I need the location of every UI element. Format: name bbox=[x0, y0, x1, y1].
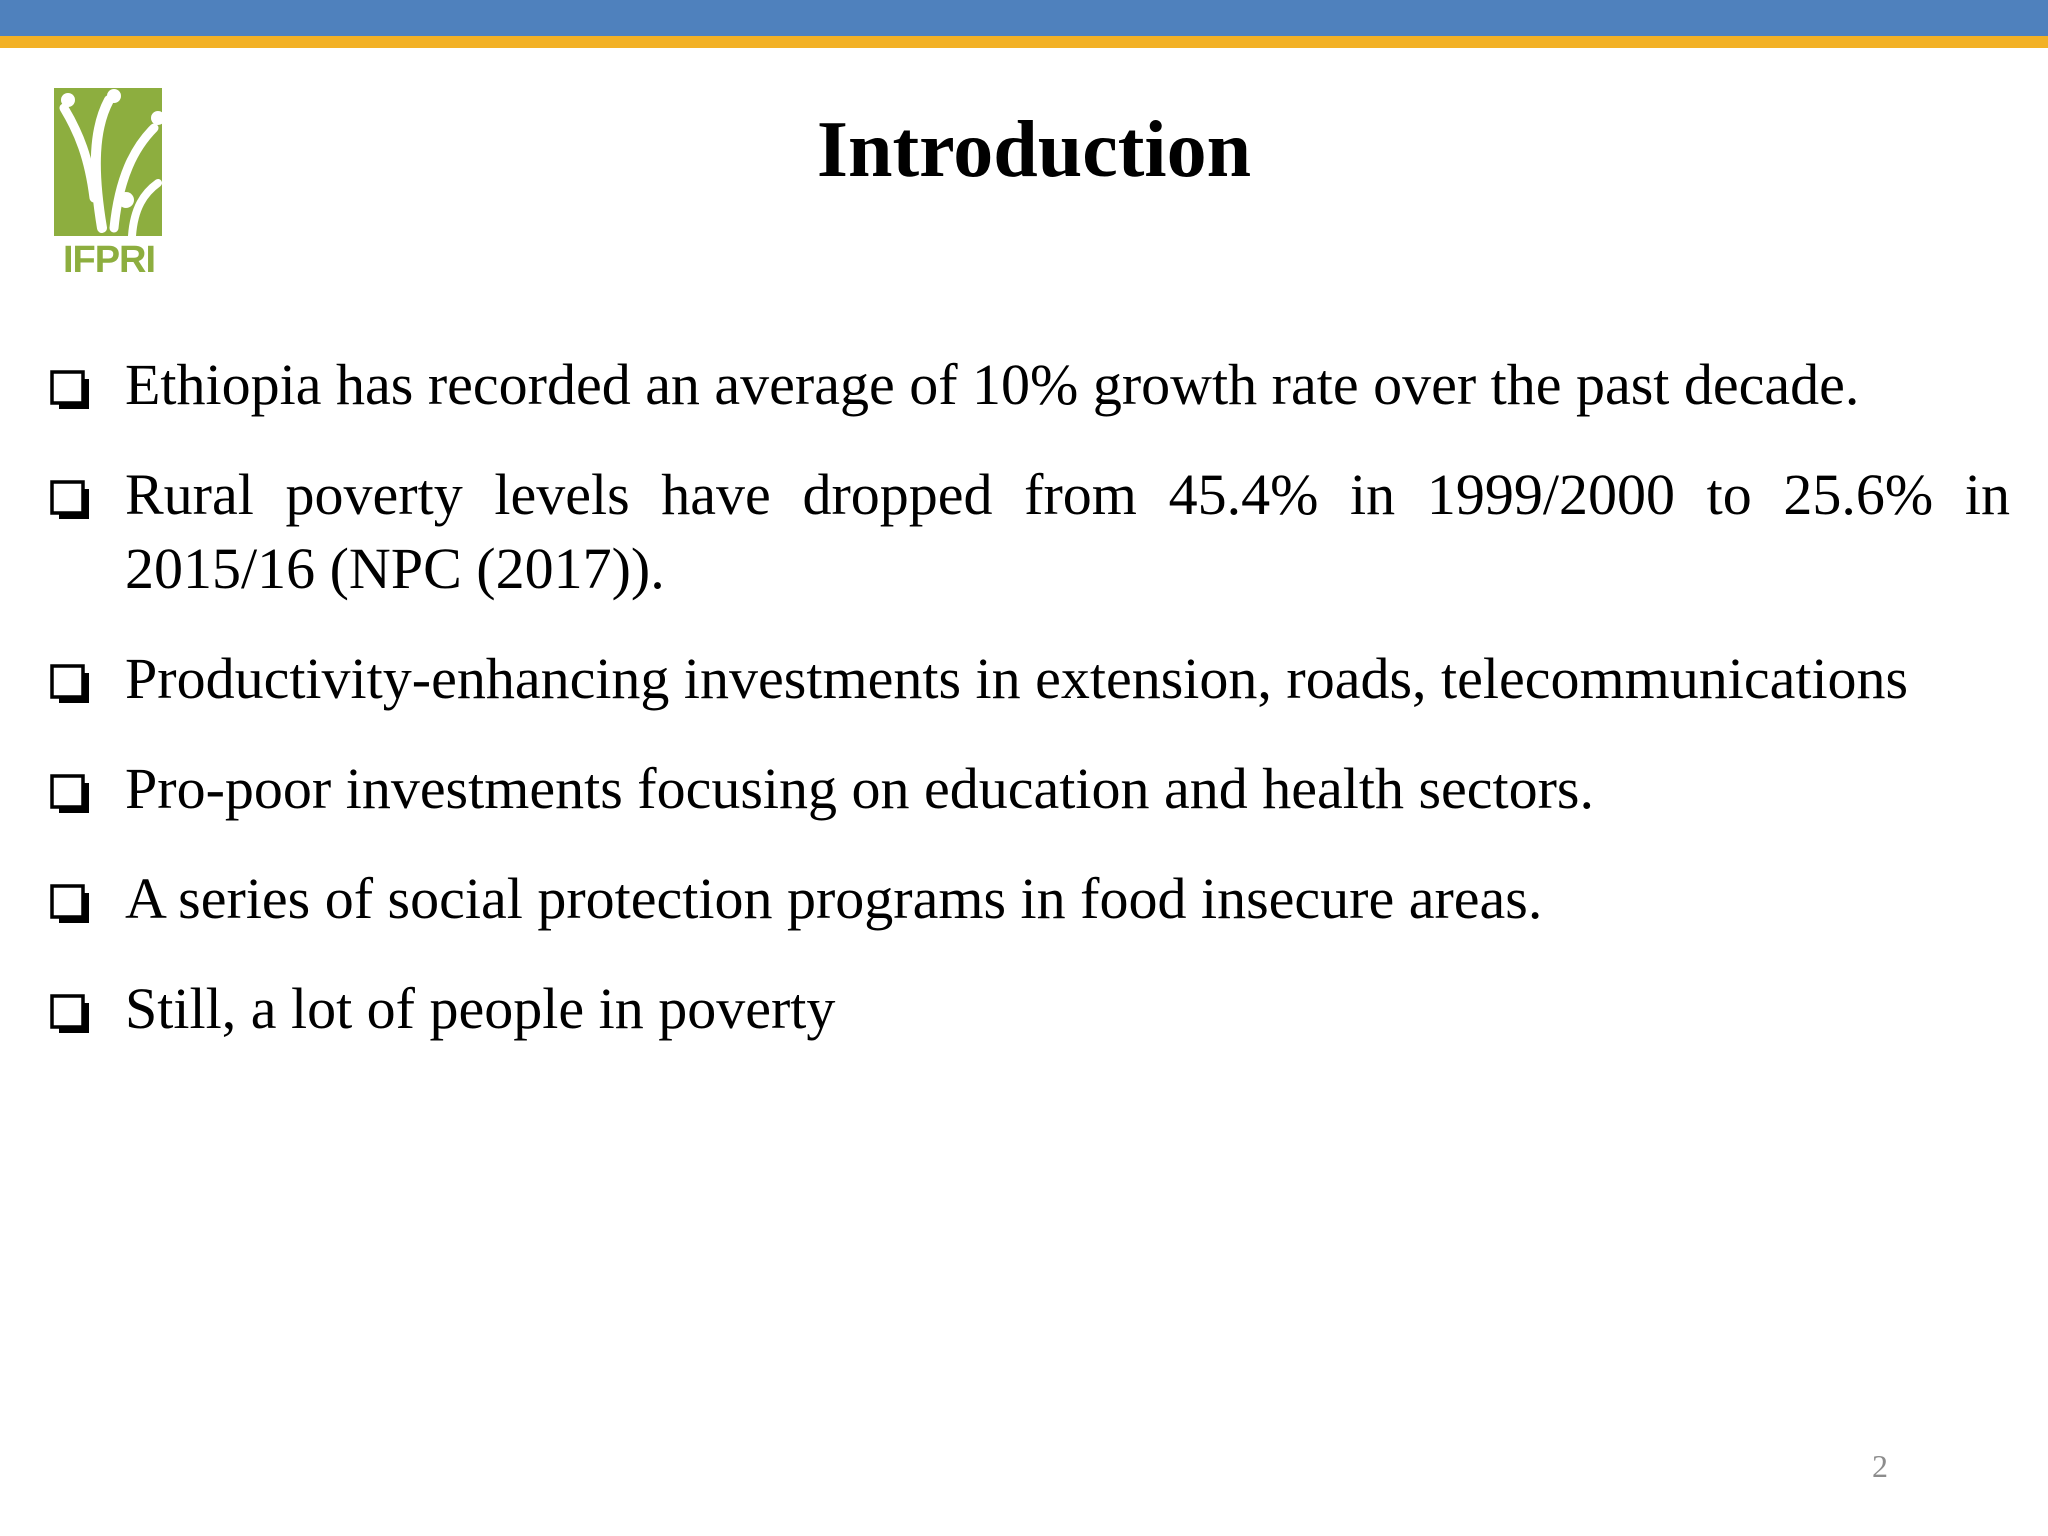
bullet-list bbox=[50, 348, 2010, 1082]
slide-title: Introduction bbox=[816, 106, 1252, 194]
top-banner-bar bbox=[0, 0, 2048, 36]
checkbox-square-icon bbox=[50, 884, 90, 924]
bullet-text: Still, a lot of people in poverty bbox=[125, 976, 836, 1041]
accent-stripe bbox=[0, 36, 2048, 48]
checkbox-square-icon bbox=[50, 994, 90, 1034]
bullet-text: Rural poverty levels have dropped from 45.4% in 1999/2000 to 25.6% in 2015/16 (NPC (2017)). bbox=[125, 462, 2010, 601]
bullet-text: A series of social protection programs in food insecure areas. bbox=[125, 866, 1543, 931]
bullet-item bbox=[50, 862, 2010, 936]
bullet-item bbox=[50, 458, 2010, 606]
checkbox-square-icon bbox=[50, 370, 90, 410]
bullet-item bbox=[50, 642, 2010, 716]
logo-wordmark: IFPRI bbox=[62, 239, 156, 281]
checkbox-square-icon bbox=[50, 480, 90, 520]
checkbox-square-icon bbox=[50, 774, 90, 814]
bullet-text: Pro-poor investments focusing on education and health sectors. bbox=[125, 756, 1595, 821]
checkbox-square-icon bbox=[50, 664, 90, 704]
bullet-item bbox=[50, 752, 2010, 826]
bullet-text: Ethiopia has recorded an average of 10% growth rate over the past decade. bbox=[125, 352, 1860, 417]
bullet-item bbox=[50, 972, 2010, 1046]
page-number: 2 bbox=[1872, 1448, 1888, 1484]
bullet-item bbox=[50, 348, 2010, 422]
bullet-text: Productivity-enhancing investments in extension, roads, telecommunications bbox=[125, 646, 1909, 711]
